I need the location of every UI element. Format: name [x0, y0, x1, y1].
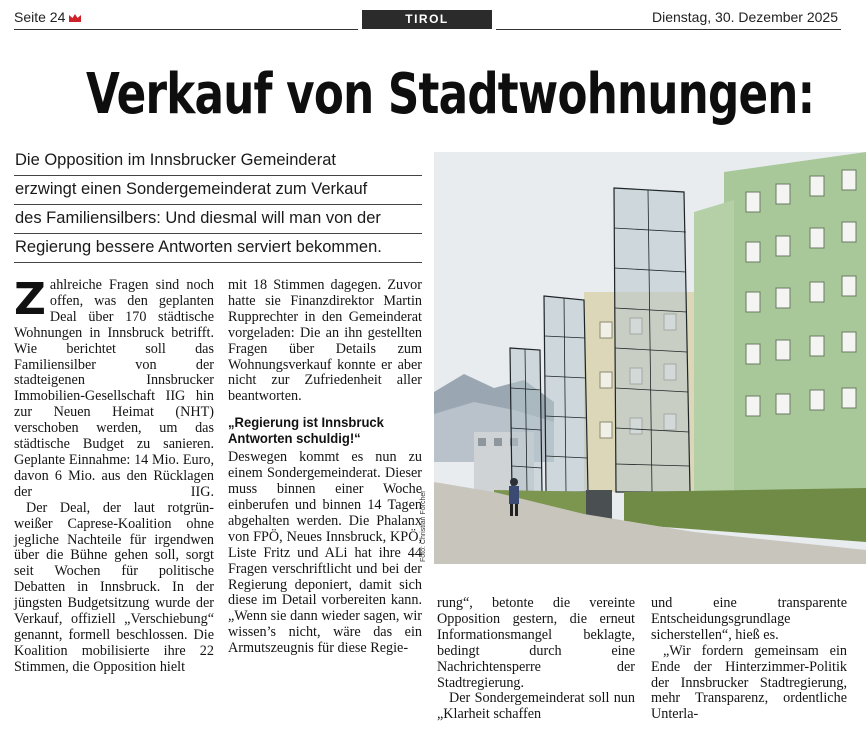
paragraph: Deswegen kommt es nun zu einem Sondergemeinderat. Dieser muss binnen einer Woche einberufen und binnen 14 Tagen abgehalten werden. Die Phalanx von FPÖ, Neues Innsbruck, KPÖ, Liste Fritz und ALi hat ihre 44 Fragen verschriftlicht und bei der Regierung deponiert, damit sich diese im Detail vorbereiten kann. „Wenn sie dann wieder sagen, wir wissen’s nicht, wäre das ein Armutszeugnis für diese Regie- [228, 449, 422, 657]
article-column-2 [228, 278, 422, 657]
paragraph: mit 18 Stimmen dagegen. Zuvor hatte sie Finanzdirektor Martin Rupprechter in den Gemeinderat vorgeladen: Die an ihn gestellten Fragen über Details zum Wohnungsverkauf konnte er aber nicht zur Zufriedenheit aller beantworten. [228, 277, 422, 405]
lead-line: Regierung bessere Antworten serviert bekommen. [14, 234, 422, 263]
article-photo [434, 152, 866, 564]
lead-line: erzwingt einen Sondergemeinderat zum Verkauf [14, 176, 422, 205]
crown-icon [68, 13, 82, 23]
paragraph: „Wir fordern gemeinsam ein Ende der Hinterzimmer-Politik der Innsbrucker Stadtregierung, mehr Transparenz, ordentliche Unterla- [651, 642, 847, 723]
page-number: Seite 24 [14, 9, 82, 25]
drop-cap: Z [14, 274, 46, 325]
article-column-1 [14, 274, 214, 676]
page-header [0, 0, 866, 34]
header-rule-right [496, 29, 841, 30]
paragraph: Der Deal, der laut rotgrün-weißer Caprese-Koalition ohne jegliche Nachteile für irgendwen über die Bühne gehen soll, sorgt seit Wochen für politische Debatten in Innsbruck. In der jüngsten Budgetsitzung wurde der Verkauf, offiziell „Verschiebung“ genannt, formell beschlossen. Die Koalition mobilisierte ihre 22 Stimmen, die Opposition hielt [14, 499, 214, 675]
paragraph: rung“, betonte die vereinte Opposition gestern, die erneut Informationsmangel beklagte, bedingt durch eine Nachrichtensperre der Stadtregierung. [437, 595, 635, 691]
paragraph: Der Sondergemeinderat soll nun „Klarheit schaffen [437, 690, 635, 723]
paragraph: und eine transparente Entscheidungsgrundlage sicherstellen“, hieß es. [651, 595, 847, 643]
article-column-3 [437, 596, 635, 723]
photo-illustration [434, 152, 866, 564]
lead-line: des Familiensilbers: Und diesmal will man von der [14, 205, 422, 234]
header-rule-left [14, 29, 358, 30]
paragraph: Zahlreiche Fragen sind noch offen, was den geplanten Deal über 170 städtische Wohnungen in Innsbruck betrifft. Wie berichtet soll das Familiensilber von der stadteigenen Innsbrucker Immobilien-Gesellschaft IIG hin zur Neuen Heimat (NHT) verschoben werden, um das städtische Budget zu sanieren. Geplante Einnahme: 14 Mio. Euro, davon 6 Mio. aus den Rücklagen der IIG. [14, 274, 214, 500]
section-tag: TIROL [362, 10, 492, 29]
lead-line: Die Opposition im Innsbrucker Gemeinderat [14, 147, 422, 176]
article-column-4 [651, 596, 847, 723]
issue-date: Dienstag, 30. Dezember 2025 [652, 9, 838, 25]
lead-paragraph [14, 147, 422, 263]
headline: Verkauf von Stadtwohnungen: [86, 62, 815, 127]
subheading: „Regierung ist Innsbruck Antworten schuldig!“ [228, 415, 384, 448]
photo-credit: Foto: Christian Forcher [420, 490, 427, 562]
